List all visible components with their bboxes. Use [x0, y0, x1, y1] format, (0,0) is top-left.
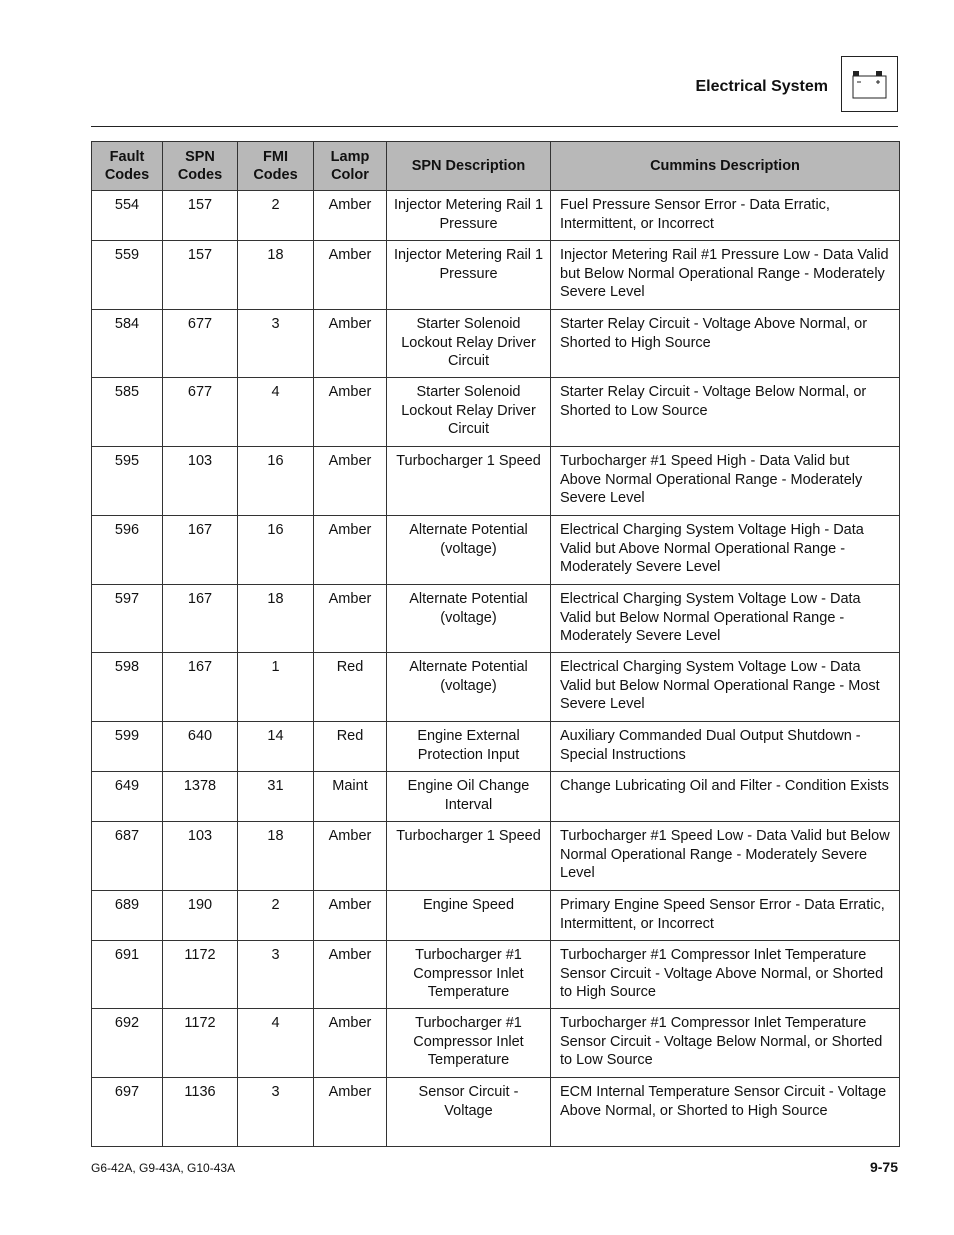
table-row — [92, 585, 900, 653]
table-cell: 167 — [163, 516, 238, 585]
table-body — [92, 191, 900, 1147]
table-cell: 3 — [238, 1078, 314, 1147]
table-row — [92, 1009, 900, 1078]
table-cell: 16 — [238, 516, 314, 585]
table-row — [92, 1078, 900, 1147]
table-cell: Amber — [314, 891, 387, 941]
table-cell: 597 — [92, 585, 163, 653]
footer-models: G6-42A, G9-43A, G10-43A — [91, 1161, 236, 1175]
table-cell: Amber — [314, 585, 387, 653]
table-cell: 167 — [163, 653, 238, 722]
table-cell: Amber — [314, 1009, 387, 1078]
table-row — [92, 191, 900, 241]
table-cell: 691 — [92, 941, 163, 1009]
table-cell: Alternate Potential (voltage) — [387, 653, 551, 722]
table-cell: Amber — [314, 822, 387, 891]
table-row — [92, 722, 900, 772]
table-cell: Amber — [314, 378, 387, 447]
table-cell: Red — [314, 722, 387, 772]
table-cell: 598 — [92, 653, 163, 722]
table-cell: 554 — [92, 191, 163, 241]
table-row — [92, 310, 900, 378]
table-cell: Engine External Protection Input — [387, 722, 551, 772]
table-cell: 559 — [92, 241, 163, 310]
table-cell: 4 — [238, 1009, 314, 1078]
column-header: SPN Codes — [163, 142, 238, 191]
table-row — [92, 941, 900, 1009]
column-header: Cummins Description — [551, 142, 900, 191]
table-cell: Injector Metering Rail #1 Pressure Low - Data Valid but Below Normal Operational Range - Moderately Severe Level — [551, 241, 900, 310]
table-cell: 18 — [238, 241, 314, 310]
table-cell: Starter Relay Circuit - Voltage Above Normal, or Shorted to High Source — [551, 310, 900, 378]
table-cell: Turbocharger #1 Compressor Inlet Temperature — [387, 1009, 551, 1078]
table-cell: Change Lubricating Oil and Filter - Condition Exists — [551, 772, 900, 822]
table-cell: 689 — [92, 891, 163, 941]
column-header: SPN Description — [387, 142, 551, 191]
table-row — [92, 772, 900, 822]
table-cell: Amber — [314, 516, 387, 585]
table-cell: 640 — [163, 722, 238, 772]
table-cell: 585 — [92, 378, 163, 447]
table-cell: 2 — [238, 191, 314, 241]
table-header-row — [92, 142, 900, 191]
table-cell: 3 — [238, 310, 314, 378]
column-header: Lamp Color — [314, 142, 387, 191]
table-cell: Injector Metering Rail 1 Pressure — [387, 191, 551, 241]
table-cell: Turbocharger 1 Speed — [387, 447, 551, 516]
table-cell: 677 — [163, 310, 238, 378]
table-cell: 1136 — [163, 1078, 238, 1147]
table-cell: 677 — [163, 378, 238, 447]
column-header: FMI Codes — [238, 142, 314, 191]
table-cell: Turbocharger #1 Compressor Inlet Temperature Sensor Circuit - Voltage Above Normal, or Shorted to High Source — [551, 941, 900, 1009]
table-row — [92, 378, 900, 447]
table-cell: 649 — [92, 772, 163, 822]
table-cell: Turbocharger #1 Speed High - Data Valid but Above Normal Operational Range - Moderately Severe Level — [551, 447, 900, 516]
table-cell: Electrical Charging System Voltage Low - Data Valid but Below Normal Operational Range - Moderately Severe Level — [551, 585, 900, 653]
table-cell: ECM Internal Temperature Sensor Circuit - Voltage Above Normal, or Shorted to High Source — [551, 1078, 900, 1147]
header-divider — [91, 126, 898, 127]
table-cell: 596 — [92, 516, 163, 585]
table-cell: Turbocharger #1 Speed Low - Data Valid but Below Normal Operational Range - Moderately Severe Level — [551, 822, 900, 891]
column-header: Fault Codes — [92, 142, 163, 191]
table-cell: 1378 — [163, 772, 238, 822]
table-cell: 595 — [92, 447, 163, 516]
table-cell: 1 — [238, 653, 314, 722]
table-cell: Starter Solenoid Lockout Relay Driver Circuit — [387, 378, 551, 447]
table-cell: 697 — [92, 1078, 163, 1147]
table-cell: Electrical Charging System Voltage High - Data Valid but Above Normal Operational Range - Moderately Severe Level — [551, 516, 900, 585]
table-cell: 157 — [163, 191, 238, 241]
table-row — [92, 891, 900, 941]
table-row — [92, 516, 900, 585]
table-cell: Amber — [314, 310, 387, 378]
table-cell: 692 — [92, 1009, 163, 1078]
section-title: Electrical System — [695, 78, 828, 95]
table-cell: 18 — [238, 822, 314, 891]
table-cell: 1172 — [163, 941, 238, 1009]
table-cell: Alternate Potential (voltage) — [387, 585, 551, 653]
table-row — [92, 241, 900, 310]
battery-icon — [841, 56, 898, 112]
table-cell: Fuel Pressure Sensor Error - Data Erratic, Intermittent, or Incorrect — [551, 191, 900, 241]
table-cell: 103 — [163, 822, 238, 891]
table-cell: 599 — [92, 722, 163, 772]
fault-code-table — [91, 141, 900, 1147]
table-cell: Amber — [314, 447, 387, 516]
table-cell: Alternate Potential (voltage) — [387, 516, 551, 585]
table-cell: 2 — [238, 891, 314, 941]
table-cell: Electrical Charging System Voltage Low - Data Valid but Below Normal Operational Range - Most Severe Level — [551, 653, 900, 722]
table-cell: Amber — [314, 941, 387, 1009]
table-cell: 14 — [238, 722, 314, 772]
table-cell: Engine Speed — [387, 891, 551, 941]
table-cell: Primary Engine Speed Sensor Error - Data Erratic, Intermittent, or Incorrect — [551, 891, 900, 941]
table-cell: 687 — [92, 822, 163, 891]
table-cell: 103 — [163, 447, 238, 516]
table-cell: Engine Oil Change Interval — [387, 772, 551, 822]
table-cell: 584 — [92, 310, 163, 378]
table-cell: 157 — [163, 241, 238, 310]
table-cell: Starter Relay Circuit - Voltage Below Normal, or Shorted to Low Source — [551, 378, 900, 447]
table-cell: Turbocharger #1 Compressor Inlet Temperature — [387, 941, 551, 1009]
table-cell: 31 — [238, 772, 314, 822]
table-cell: 190 — [163, 891, 238, 941]
table-cell: Amber — [314, 241, 387, 310]
table-cell: 18 — [238, 585, 314, 653]
table-cell: 3 — [238, 941, 314, 1009]
table-cell: Auxiliary Commanded Dual Output Shutdown - Special Instructions — [551, 722, 900, 772]
table-cell: 16 — [238, 447, 314, 516]
table-cell: 167 — [163, 585, 238, 653]
table-cell: Turbocharger #1 Compressor Inlet Temperature Sensor Circuit - Voltage Below Normal, or Shorted to Low Source — [551, 1009, 900, 1078]
table-cell: Sensor Circuit - Voltage — [387, 1078, 551, 1147]
table-cell: Injector Metering Rail 1 Pressure — [387, 241, 551, 310]
table-cell: Maint — [314, 772, 387, 822]
table-cell: 4 — [238, 378, 314, 447]
table-row — [92, 653, 900, 722]
table-row — [92, 447, 900, 516]
table-cell: Turbocharger 1 Speed — [387, 822, 551, 891]
table-cell: Starter Solenoid Lockout Relay Driver Circuit — [387, 310, 551, 378]
table-cell: 1172 — [163, 1009, 238, 1078]
page-number: 9-75 — [869, 1159, 898, 1175]
table-cell: Amber — [314, 191, 387, 241]
table-cell: Amber — [314, 1078, 387, 1147]
table-row — [92, 822, 900, 891]
table-cell: Red — [314, 653, 387, 722]
